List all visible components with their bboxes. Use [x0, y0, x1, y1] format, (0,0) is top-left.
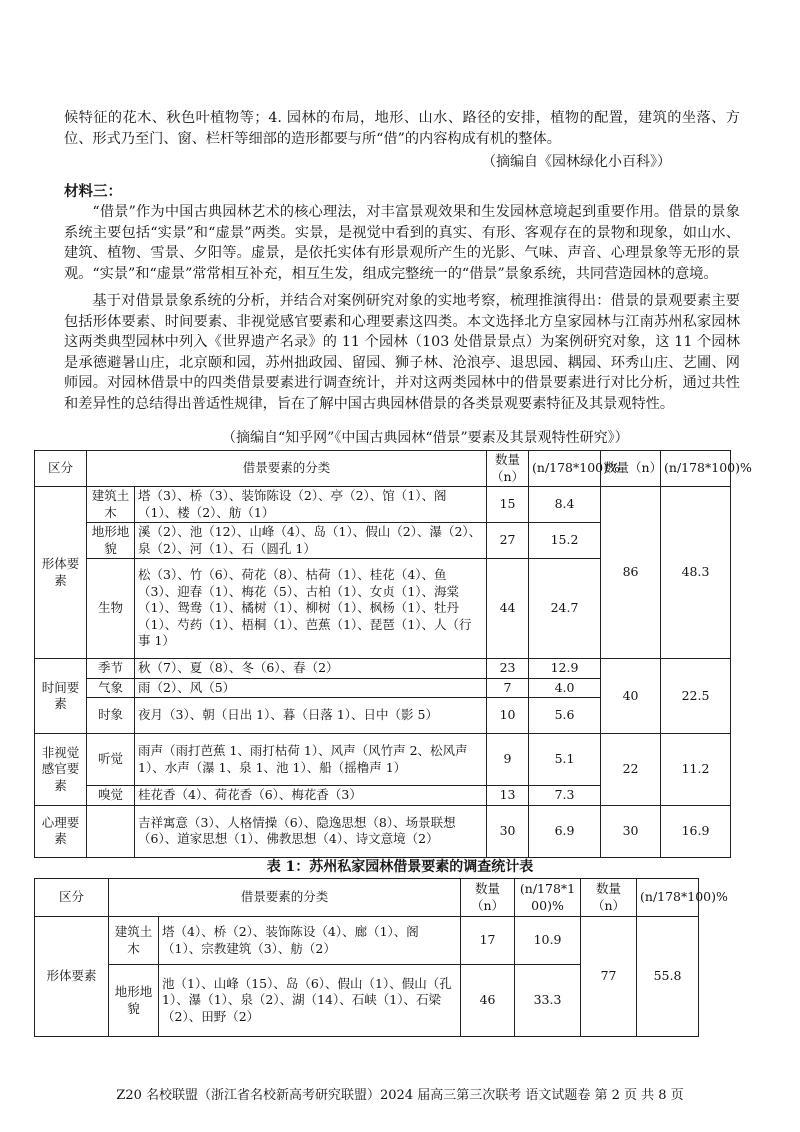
intro-paragraph: 候特征的花木、秋色叶植物等；4. 园林的布局，地形、山水、路径的安排，植物的配置，建筑的坐落、方位、形式乃至门、窗、栏杆等细部的造形都要与所“借”的内容构成有机的整体。: [64, 110, 740, 147]
percent-cell: 7.3: [529, 786, 601, 806]
table-row: [35, 917, 699, 965]
subgroup-label: 季节: [87, 659, 135, 679]
table-1-caption: 表 1：苏州私家园林借景要素的调查统计表: [266, 859, 534, 875]
element-list: 桂花香（4）、荷花香（6）、梅花香（3）: [135, 786, 487, 806]
total-count-cell: 30: [601, 805, 661, 857]
element-list: 雨声（雨打芭蕉 1、雨打枯荷 1）、风声（风竹声 2、松风声 1）、水声（瀑 1、泉 1、池 1）、船（摇橹声 1）: [135, 734, 487, 786]
header-total-percent: (n/178*100)%: [637, 879, 699, 917]
subgroup-label: 建筑土木: [87, 487, 135, 523]
material-3-heading: 材料三：: [64, 183, 122, 200]
percent-cell: 8.4: [529, 487, 601, 523]
total-count-cell: 77: [581, 917, 637, 1037]
percent-cell: 10.9: [515, 917, 581, 965]
element-list: 溪（2）、池（12）、山峰（4）、岛（1）、假山（2）、瀑（2）、泉（2）、河（1）、石（圆孔 1）: [135, 523, 487, 559]
header-count: 数量（n）: [487, 451, 529, 487]
header-classification: 借景要素的分类: [109, 879, 461, 917]
material-3-paragraph-2: 基于对借景景象系统的分析，并结合对案例研究对象的实地考察，梳理推演得出：借景的景观要素主要包括形体要素、时间要素、非视觉感官要素和心理要素这四类。本文选择北方皇家园林与江南苏州私家园林这两类典型园林中列入《世界遗产名录》的 11 个园林（103 处借景景点）为案例研究对象，这 11 个园林是承德避暑山庄，北京颐和园，苏州拙政园、留园、狮子林、沧浪亭、退思园、耦园、环秀山庄、艺圃、网师园。对园林借景中的四类借景要素进行调查统计，并对这两类园林中的借景要素进行对比分析，通过共性和差异性的总结得出普适性规律，旨在了解中国古典园林借景的各类景观要素特征及其景观特性。: [64, 293, 740, 412]
subgroup-label: 时象: [87, 698, 135, 734]
header-classification: 借景要素的分类: [87, 451, 487, 487]
table-row: [35, 487, 731, 523]
percent-cell: 15.2: [529, 523, 601, 559]
element-list: 塔（3）、桥（3）、装饰陈设（2）、亭（2）、馆（1）、阁（1）、楼（2）、舫（1）: [135, 487, 487, 523]
total-count-cell: 86: [601, 487, 661, 659]
subgroup-label: 生物: [87, 559, 135, 659]
count-cell: 13: [487, 786, 529, 806]
header-percent: (n/178*100)%: [529, 451, 601, 487]
subgroup-label: 地形地貌: [87, 523, 135, 559]
total-percent-cell: 11.2: [661, 734, 731, 806]
percent-cell: 6.9: [529, 805, 601, 857]
total-percent-cell: 22.5: [661, 659, 731, 734]
element-list: 池（1）、山峰（15）、岛（6）、假山（1）、假山（孔 1）、瀑（1）、泉（2）、湖（14）、石峡（1）、石梁（2）、田野（2）: [159, 965, 461, 1037]
header-category: 区分: [35, 879, 109, 917]
count-cell: 23: [487, 659, 529, 679]
total-count-cell: 40: [601, 659, 661, 734]
source-citation-2: （摘编自“知乎网”《中国古典园林“借景”要素及其景观特性研究》）: [222, 430, 629, 446]
group-label: 时间要素: [35, 659, 87, 734]
percent-cell: 5.1: [529, 734, 601, 786]
count-cell: 27: [487, 523, 529, 559]
subgroup-label: 气象: [87, 678, 135, 698]
table-row: [35, 805, 731, 857]
subgroup-label: [87, 805, 135, 857]
table-row: [35, 659, 731, 679]
table-row: [35, 734, 731, 786]
total-count-cell: 22: [601, 734, 661, 806]
group-label: 非视觉感官要素: [35, 734, 87, 806]
element-list: 塔（4）、桥（2）、装饰陈设（4）、廊（1）、阁（1）、宗教建筑（3）、舫（2）: [159, 917, 461, 965]
percent-cell: 12.9: [529, 659, 601, 679]
count-cell: 10: [487, 698, 529, 734]
subgroup-label: 嗅觉: [87, 786, 135, 806]
percent-cell: 4.0: [529, 678, 601, 698]
count-cell: 46: [461, 965, 515, 1037]
total-percent-cell: 48.3: [661, 487, 731, 659]
count-cell: 15: [487, 487, 529, 523]
group-label: 形体要素: [35, 917, 109, 1037]
percent-cell: 24.7: [529, 559, 601, 659]
header-total-count: 数量（n）: [601, 451, 661, 487]
element-list: 雨（2）、风（5）: [135, 678, 487, 698]
count-cell: 7: [487, 678, 529, 698]
count-cell: 30: [487, 805, 529, 857]
percent-cell: 5.6: [529, 698, 601, 734]
subgroup-label: 建筑土木: [109, 917, 159, 965]
count-cell: 9: [487, 734, 529, 786]
count-cell: 17: [461, 917, 515, 965]
percent-cell: 33.3: [515, 965, 581, 1037]
table-1: [34, 450, 752, 858]
header-total-percent: (n/178*100)%: [661, 451, 731, 487]
element-list: 秋（7）、夏（8）、冬（6）、春（2）: [135, 659, 487, 679]
count-cell: 44: [487, 559, 529, 659]
table-1-header-row: [35, 451, 731, 487]
header-percent: (n/178*1 00)%: [515, 879, 581, 917]
table-2: [34, 878, 728, 1037]
total-percent-cell: 55.8: [637, 917, 699, 1037]
subgroup-label: 地形地貌: [109, 965, 159, 1037]
material-3-paragraph-1: “借景”作为中国古典园林艺术的核心理法，对丰富景观效果和生发园林意境起到重要作用。借景的景象系统主要包括“实景”和“虚景”两类。实景，是视觉中看到的真实、有形、客观存在的景物和现象，如山水、建筑、植物、雪景、夕阳等。虚景，是依托实体有形景观所产生的光影、气味、声音、心理景象等无形的景观。“实景”和“虚景”常常相互补充，相互生发，组成完整统一的“借景”景象系统，共同营造园林的意境。: [64, 204, 740, 282]
header-count: 数量（n）: [461, 879, 515, 917]
total-percent-cell: 16.9: [661, 805, 731, 857]
table-2-header-row: [35, 879, 699, 917]
source-citation-1: （摘编自《园林绿化小百科》）: [482, 154, 671, 170]
element-list: 松（3）、竹（6）、荷花（8）、枯荷（1）、桂花（4）、鱼（3）、迎春（1）、梅花（5）、古柏（1）、女贞（1）、海棠（1）、鸳鸯（1）、橘树（1）、柳树（1）、枫杨（1）、牡丹（1）、芍药（1）、梧桐（1）、芭蕉（1）、琵琶（1）、人（行事 1）: [135, 559, 487, 659]
element-list: 夜月（3）、朝（日出 1）、暮（日落 1）、日中（影 5）: [135, 698, 487, 734]
element-list: 吉祥寓意（3）、人格情操（6）、隐逸思想（8）、场景联想（6）、道家思想（1）、佛教思想（4）、诗文意境（2）: [135, 805, 487, 857]
group-label: 形体要素: [35, 487, 87, 659]
page-footer: Z20 名校联盟（浙江省名校新高考研究联盟）2024 届高三第三次联考 语文试题卷 第 2 页 共 8 页: [116, 1088, 684, 1103]
header-total-count: 数量（n）: [581, 879, 637, 917]
group-label: 心理要素: [35, 805, 87, 857]
header-category: 区分: [35, 451, 87, 487]
subgroup-label: 听觉: [87, 734, 135, 786]
